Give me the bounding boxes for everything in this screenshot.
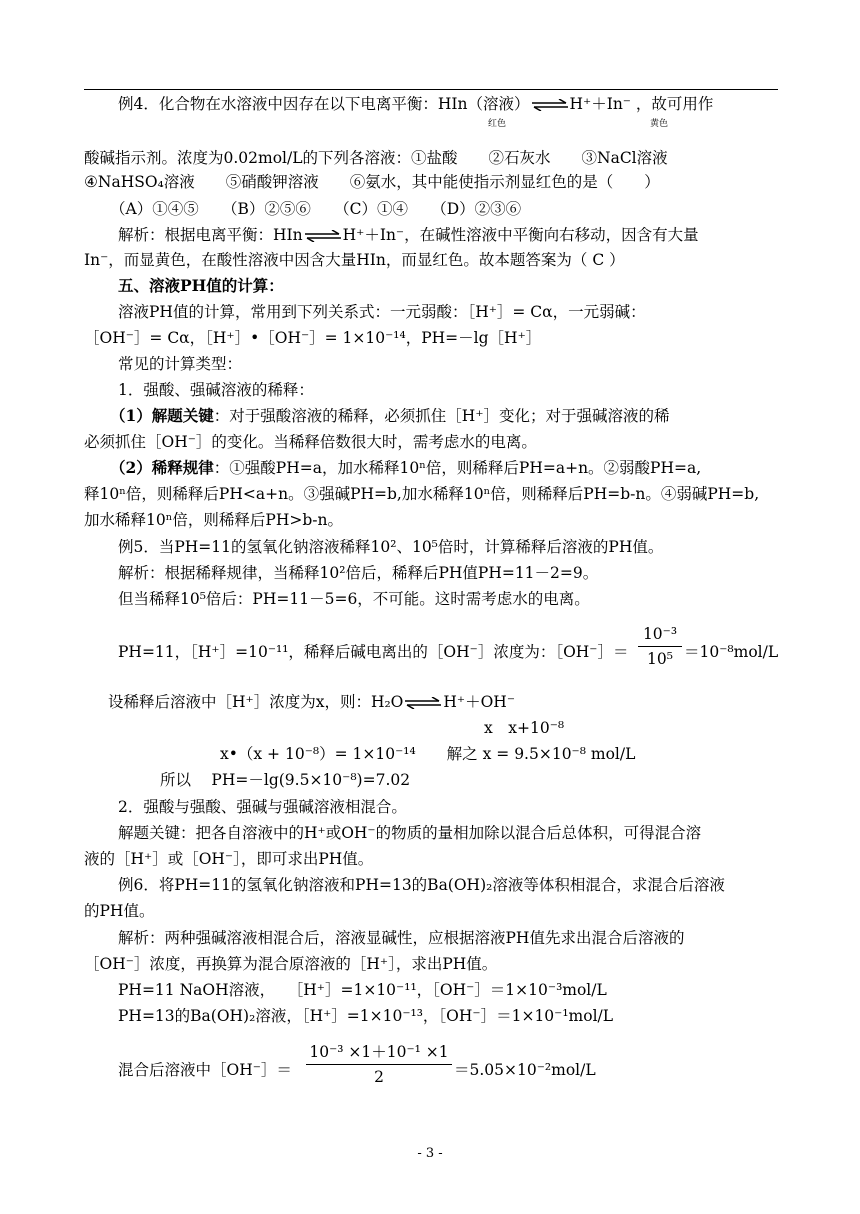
analysis4-line1: 解析：根据电离平衡：HIn H⁺＋In⁻，在碱性溶液中平衡向右移动，因含有大量 [118, 226, 699, 244]
example4-line1: 例4．化合物在水溶液中因存在以下电离平衡：HIn（溶液） H⁺＋In⁻ ，故可用作 [118, 95, 714, 113]
section-title: 五、溶液PH值的计算： [118, 276, 284, 295]
example6-mixed-label: 混合后溶液中［OH⁻］＝ [118, 1061, 292, 1079]
fraction-mixed-result: ＝5.05×10⁻²mol/L [454, 1061, 596, 1079]
key-point-line1: （1）解题关键：对于强酸溶液的稀释，必须抓住［H⁺］变化；对于强碱溶液的稀 [110, 406, 670, 425]
type2-key-line2: 液的［H⁺］或［OH⁻］，即可求出PH值。 [84, 850, 374, 868]
fraction-mixed [306, 1042, 452, 1087]
example4-options: （A）①④⑤ （B）②⑤⑥ （C）①④ （D）②③⑥ [110, 200, 522, 218]
example6-question2: 的PH值。 [84, 902, 155, 920]
example6-question1: 例6．将PH=11的氢氧化钠溶液和PH=13的Ba(OH)₂溶液等体积相混合，求混合后溶液 [118, 876, 725, 894]
example6-naoh: PH=11 NaOH溶液， ［H⁺］=1×10⁻¹¹，［OH⁻］＝1×10⁻³mol/L [118, 981, 607, 999]
relation-line1: 溶液PH值的计算，常用到下列关系式：一元弱酸：［H⁺］= Cα，一元弱碱： [118, 303, 646, 321]
fraction-bar [306, 1064, 452, 1065]
example5-result: 所以 PH=－lg(9.5×10⁻⁸)=7.02 [160, 771, 411, 789]
example5-concentrations: x x+10⁻⁸ [484, 719, 565, 737]
common-types: 常见的计算类型： [118, 355, 243, 373]
fraction-bar [638, 646, 682, 647]
type2-key-line1: 解题关键：把各自溶液中的H⁺或OH⁻的物质的量相加除以混合后总体积，可得混合溶 [118, 824, 702, 842]
example5-oh-line: PH=11，［H⁺］=10⁻¹¹，稀释后碱电离出的［OH⁻］浓度为：［OH⁻］＝ [118, 643, 629, 661]
example4-line3: ④NaHSO₄溶液 ⑤硝酸钾溶液 ⑥氨水，其中能使指示剂显红色的是（ ） [84, 173, 660, 191]
fraction-denominator: 2 [374, 1068, 384, 1086]
example5-question: 例5．当PH=11的氢氧化钠溶液稀释10²、10⁵倍时，计算稀释后溶液的PH值。 [118, 538, 664, 556]
dilution-rule-line2: 释10ⁿ倍，则稀释后PH<a+n。③强碱PH=b,加水稀释10ⁿ倍，则稀释后PH=b-n。④弱碱PH=b, [84, 485, 760, 503]
equilibrium-arrow-icon [532, 99, 568, 111]
equilibrium-arrow-icon [405, 697, 441, 709]
equilibrium-arrow-icon [305, 230, 341, 242]
page-number: - 3 - [417, 1146, 443, 1161]
example5-water-eq: 设稀释后溶液中［H⁺］浓度为x，则：H₂O H⁺＋OH⁻ [108, 693, 515, 711]
relation-line2: ［OH⁻］= Cα，［H⁺］•［OH⁻］= 1×10⁻¹⁴，PH=－lg［H⁺］ [84, 329, 542, 347]
example5-analysis2: 但当稀释10⁵倍后：PH=11－5=6，不可能。这时需考虑水的电离。 [118, 590, 590, 608]
fraction-result: ＝10⁻⁸mol/L [684, 643, 779, 661]
example5-analysis1: 解析：根据稀释规律，当稀释10²倍后，稀释后PH值PH=11－2=9。 [118, 564, 599, 582]
example6-analysis2: ［OH⁻］浓度，再换算为混合原溶液的［H⁺］，求出PH值。 [84, 955, 498, 973]
fraction-numerator: 10⁻³ ×1＋10⁻¹ ×1 [309, 1043, 449, 1061]
example6-baoh2: PH=13的Ba(OH)₂溶液，［H⁺］=1×10⁻¹³，［OH⁻］＝1×10⁻¹mol/L [118, 1007, 614, 1025]
example4-line2: 酸碱指示剂。浓度为0.02mol/L的下列各溶液：①盐酸 ②石灰水 ③NaCl溶液 [84, 149, 668, 167]
example6-analysis1: 解析：两种强碱溶液相混合后，溶液显碱性，应根据溶液PH值先求出混合后溶液的 [118, 929, 685, 947]
fraction-oh [638, 624, 682, 669]
dilution-rule-line1: （2）稀释规律：①强酸PH=a，加水稀释10ⁿ倍，则稀释后PH=a+n。②弱酸PH=a, [110, 458, 702, 477]
type2-title: 2．强酸与强酸、强碱与强碱溶液相混合。 [118, 798, 407, 816]
fraction-numerator: 10⁻³ [642, 625, 678, 643]
label-yellow: 黄色 [650, 119, 669, 129]
fraction-denominator: 10⁵ [647, 650, 673, 668]
header-rule [84, 89, 778, 90]
dilution-rule-line3: 加水稀释10ⁿ倍，则稀释后PH>b-n。 [84, 511, 344, 529]
example5-solve: x•（x + 10⁻⁸）= 1×10⁻¹⁴ 解之 x = 9.5×10⁻⁸ mol/L [220, 745, 636, 763]
key-point-line2: 必须抓住［OH⁻］的变化。当稀释倍数很大时，需考虑水的电离。 [84, 433, 537, 451]
label-red: 红色 [488, 119, 507, 129]
type1-title: 1．强酸、强碱溶液的稀释： [118, 381, 314, 399]
analysis4-line2: In⁻，而显黄色，在酸性溶液中因含大量HIn，而显红色。故本题答案为（ C ） [84, 251, 625, 269]
